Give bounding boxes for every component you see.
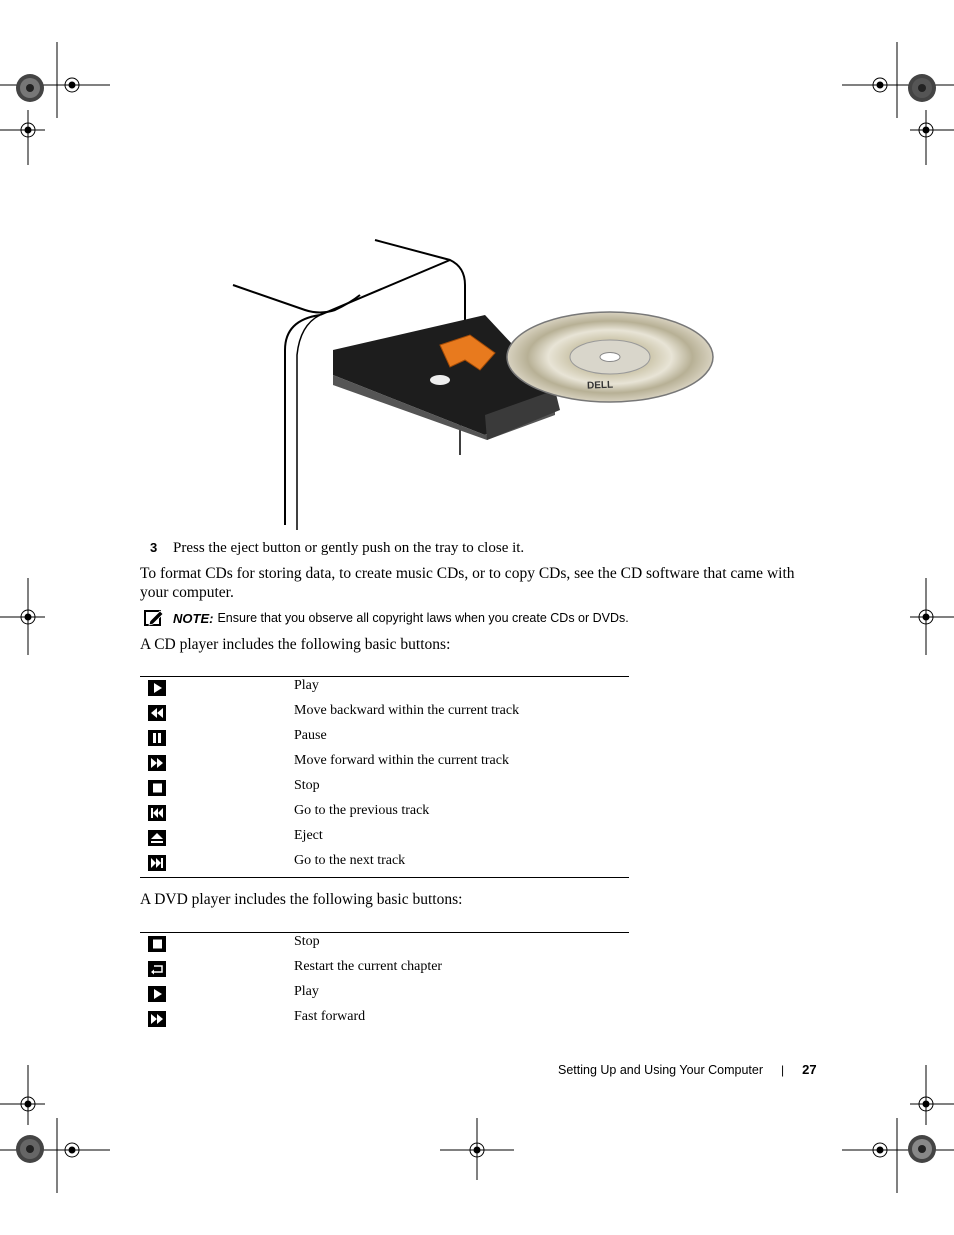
table-row xyxy=(140,1008,629,1033)
footer-separator: | xyxy=(781,1062,785,1077)
play-icon xyxy=(148,986,166,1002)
disc-logo: DELL xyxy=(586,379,614,392)
fast-forward-icon xyxy=(148,755,166,771)
cd-buttons-table xyxy=(140,676,629,878)
table-row xyxy=(140,958,629,983)
page-number: 27 xyxy=(802,1062,817,1077)
table-row xyxy=(140,852,629,877)
note-pencil-icon xyxy=(143,608,165,628)
button-description: Play xyxy=(294,984,319,999)
play-icon xyxy=(148,680,166,696)
step-3 xyxy=(150,540,524,557)
button-description: Fast forward xyxy=(294,1009,366,1024)
table-row xyxy=(140,802,629,827)
next-track-icon xyxy=(148,855,166,871)
restart-chapter-icon xyxy=(148,961,166,977)
cd-intro: A CD player includes the following basic buttons: xyxy=(140,636,451,653)
note-callout xyxy=(143,608,629,628)
footer-section-title: Setting Up and Using Your Computer xyxy=(558,1062,763,1077)
button-description: Restart the current chapter xyxy=(294,959,443,974)
intro-paragraph: To format CDs for storing data, to create music CDs, or to copy CDs, see the CD software that came with your computer. xyxy=(140,565,795,601)
previous-track-icon xyxy=(148,805,166,821)
button-description: Stop xyxy=(294,934,320,949)
step-number: 3 xyxy=(150,540,158,555)
note-label: NOTE: xyxy=(173,610,214,626)
button-description: Move backward within the current track xyxy=(294,703,520,718)
stop-icon xyxy=(148,936,166,952)
button-description: Go to the previous track xyxy=(294,803,430,818)
table-row xyxy=(140,827,629,852)
table-row xyxy=(140,777,629,802)
button-description: Play xyxy=(294,678,319,693)
button-description: Go to the next track xyxy=(294,853,406,868)
table-row xyxy=(140,752,629,777)
eject-icon xyxy=(148,830,166,846)
fast-forward-icon xyxy=(148,1011,166,1027)
dvd-intro: A DVD player includes the following basic buttons: xyxy=(140,891,463,908)
cd-tray-illustration xyxy=(225,235,725,535)
table-row xyxy=(140,677,629,702)
table-row xyxy=(140,702,629,727)
stop-icon xyxy=(148,780,166,796)
button-description: Pause xyxy=(294,728,327,743)
button-description: Move forward within the current track xyxy=(294,753,509,768)
pause-icon xyxy=(148,730,166,746)
page-footer xyxy=(558,1062,817,1077)
table-row xyxy=(140,727,629,752)
rewind-icon xyxy=(148,705,166,721)
table-row xyxy=(140,983,629,1008)
dvd-buttons-table xyxy=(140,932,629,1033)
button-description: Stop xyxy=(294,778,320,793)
button-description: Eject xyxy=(294,828,323,843)
step-text: Press the eject button or gently push on the tray to close it. xyxy=(173,540,525,556)
note-text: Ensure that you observe all copyright laws when you create CDs or DVDs. xyxy=(217,611,629,625)
table-row xyxy=(140,933,629,958)
